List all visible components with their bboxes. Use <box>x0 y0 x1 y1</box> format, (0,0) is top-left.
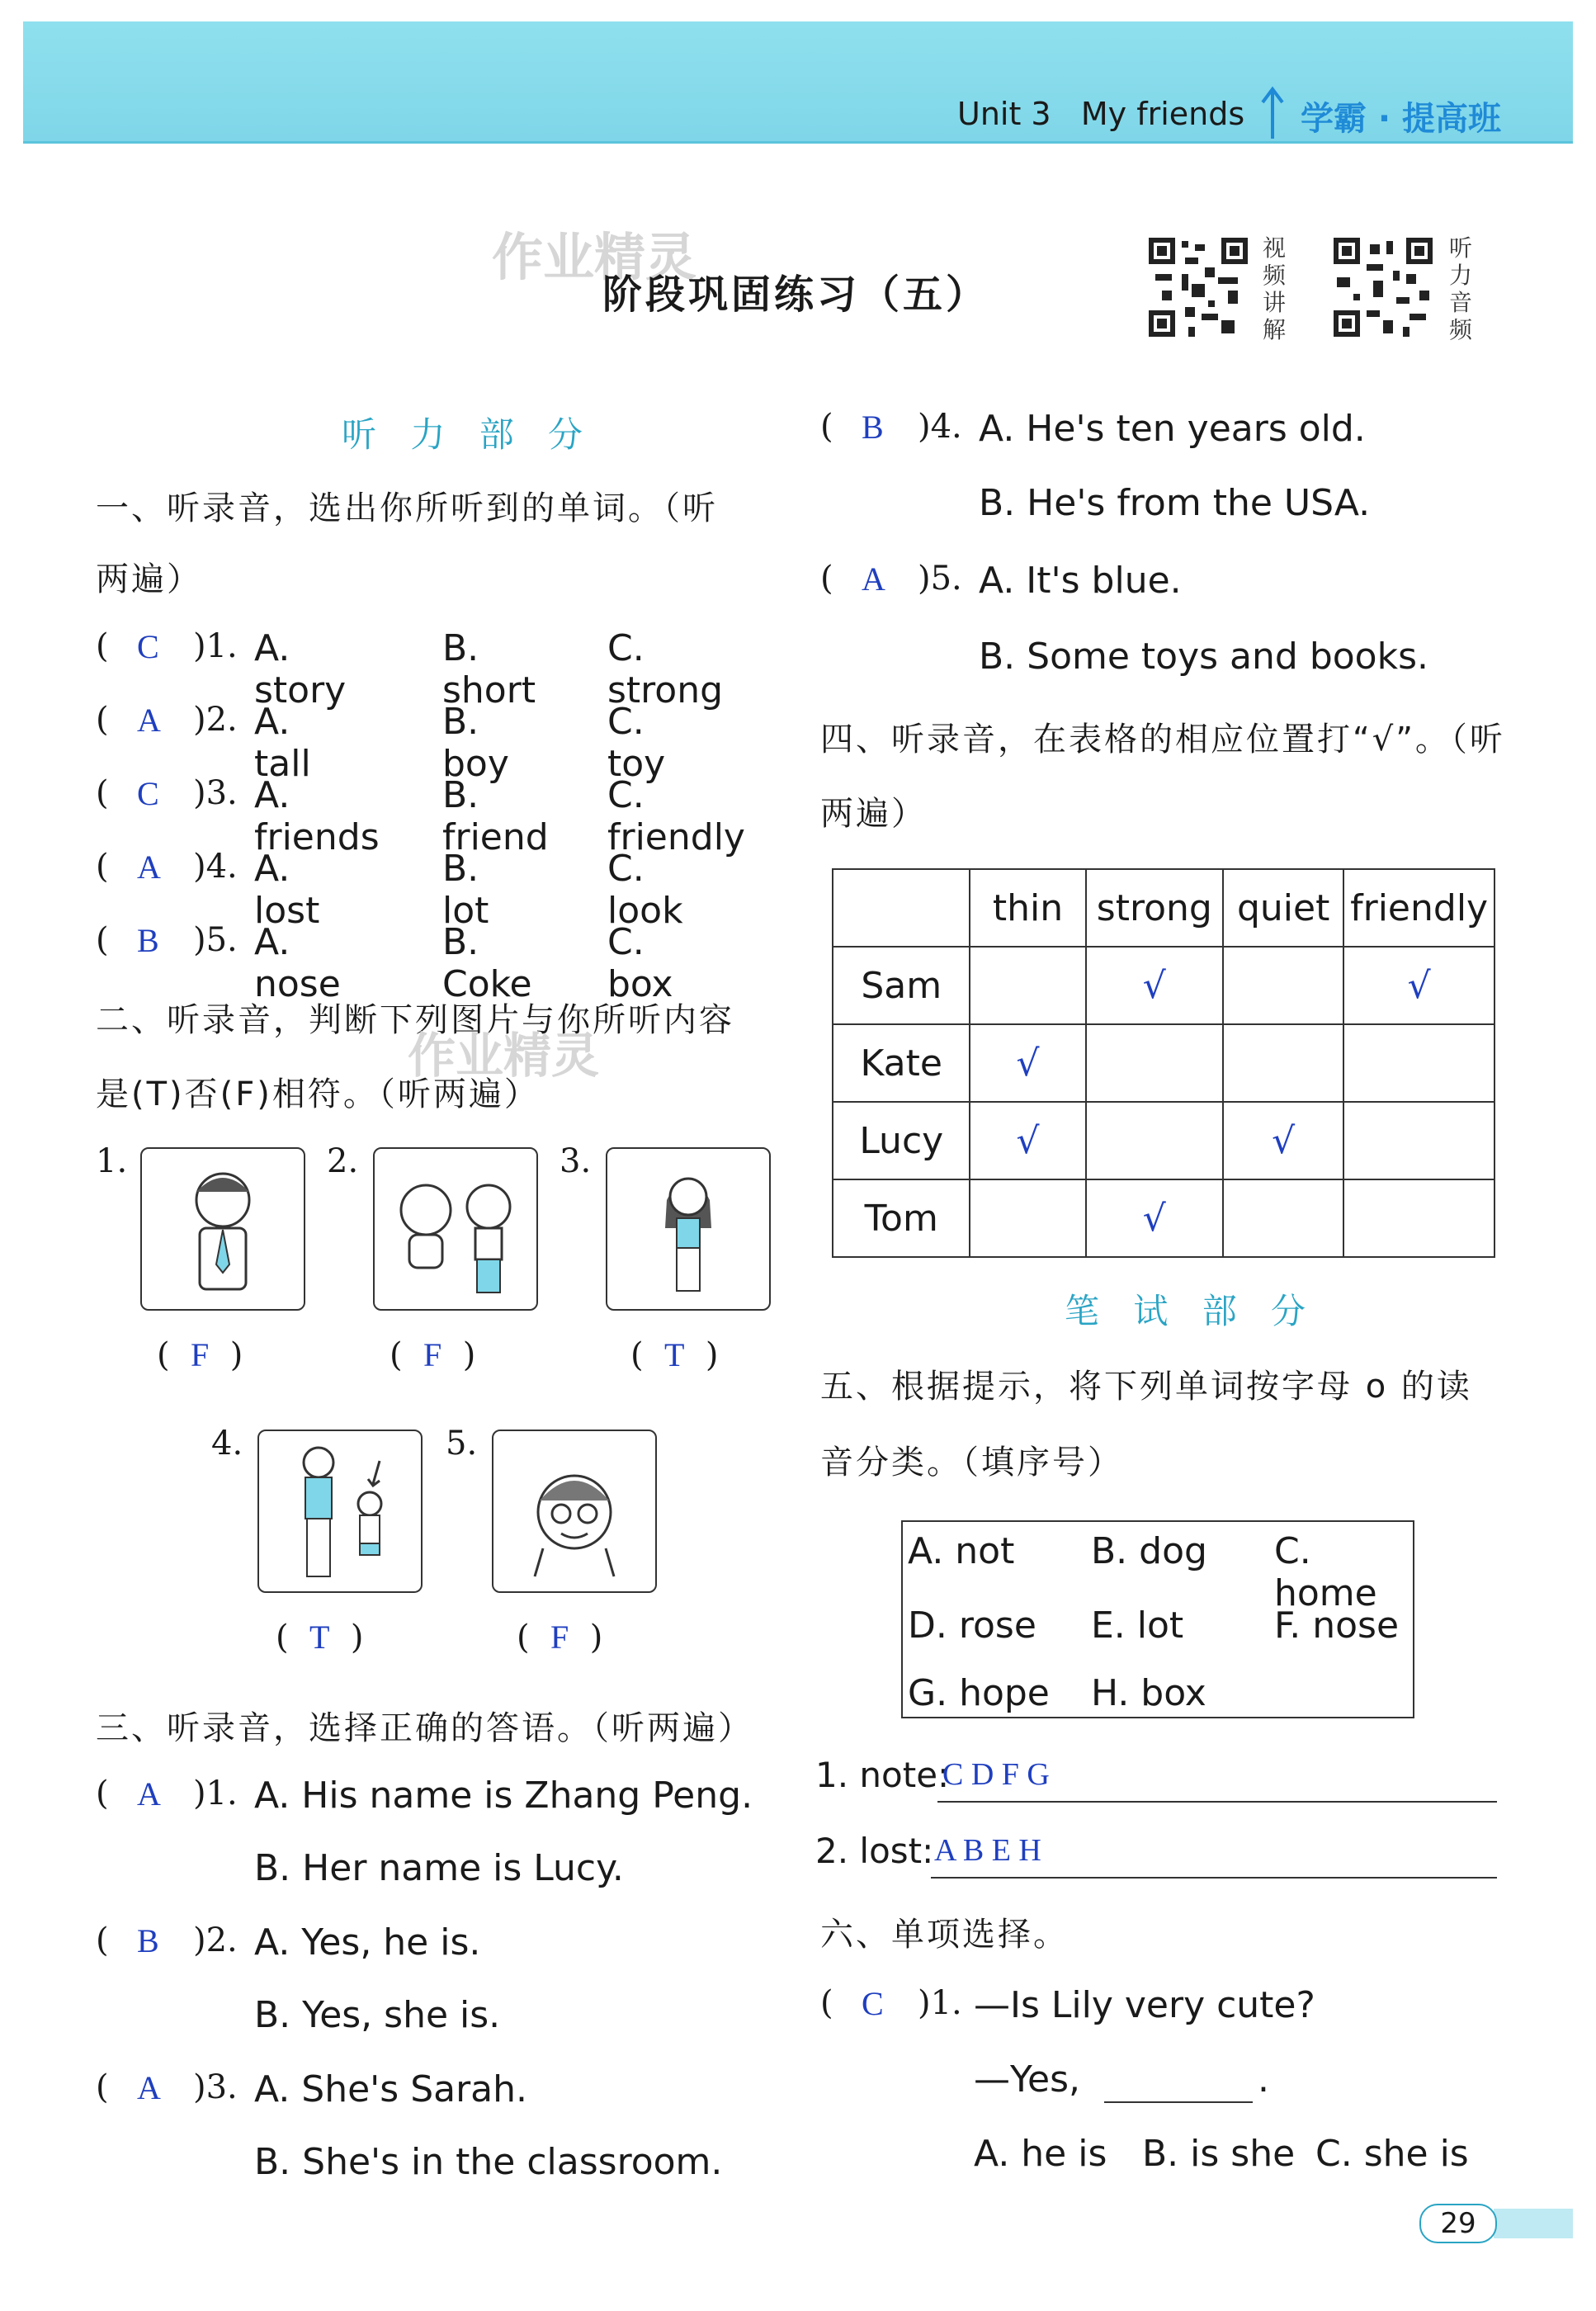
part3-item-3: ( A )3. A. She's Sarah. B. She's in the classroom. <box>96 2068 723 2183</box>
table-header-row: thin strong quiet friendly <box>833 869 1494 947</box>
boy-glasses-illustration-icon <box>493 1431 655 1591</box>
watermark: 作业精灵 <box>492 227 697 287</box>
part3-item-5: ( A )5. A. It's blue. B. Some toys and books. <box>820 560 1428 678</box>
part2-answer-2: ( F ) <box>390 1336 476 1374</box>
answer: A <box>137 848 161 886</box>
picture-boy-glasses <box>492 1430 657 1593</box>
page-number-band <box>1494 2209 1573 2238</box>
answer: C <box>137 628 159 665</box>
part5-heading-cont: 音分类。（填序号） <box>820 1444 1123 1482</box>
qr-audio-label: 听力音频 <box>1449 234 1473 343</box>
answer: A <box>137 702 161 739</box>
answer-line <box>931 1877 1497 1879</box>
qr-code-video[interactable] <box>1145 234 1251 340</box>
answer: B <box>137 1922 159 1959</box>
part3-item-1: ( A )1. A. His name is Zhang Peng. B. Her name is Lucy. <box>96 1775 753 1889</box>
part5-answer-2: A B E H <box>934 1833 1041 1868</box>
part6-item-1: ( C )1. —Is Lily very cute? —Yes, . A. he is B. is she C. she is <box>820 1984 1469 2175</box>
part2-answer-1: ( F ) <box>157 1336 243 1374</box>
part6-heading: 六、单项选择。 <box>820 1916 1069 1954</box>
answer: A <box>862 560 885 598</box>
answer: C <box>137 775 159 812</box>
part1-heading: 一、听录音，选出你所听到的单词。（听 <box>96 489 718 527</box>
answer: C <box>862 1985 884 2022</box>
checklist-table <box>832 868 1495 1258</box>
part2-heading-cont: 是(T)否(F)相符。（听两遍） <box>96 1075 540 1113</box>
part3-heading: 三、听录音，选择正确的答语。（听两遍） <box>96 1709 753 1747</box>
part5-heading: 五、根据提示，将下列单词按字母 o 的读 <box>820 1368 1472 1406</box>
page-number: 29 <box>1419 2204 1497 2243</box>
part2-answer-3: ( T ) <box>630 1336 719 1374</box>
table-row: Sam √ √ <box>833 947 1494 1024</box>
picture-two-kids <box>373 1147 538 1311</box>
table-row: Tom √ <box>833 1179 1494 1257</box>
answer: A <box>137 1775 161 1812</box>
part1-heading-cont: 两遍） <box>96 560 202 598</box>
girl-illustration-icon <box>607 1149 769 1309</box>
table-row: Lucy √ √ <box>833 1102 1494 1179</box>
part2-answer-4: ( T ) <box>276 1619 364 1656</box>
kids-illustration-icon <box>375 1149 536 1309</box>
header-unit: Unit 3 My friends <box>957 96 1245 132</box>
picture-man-boy <box>257 1430 423 1593</box>
writing-section-title: 笔 试 部 分 <box>1065 1291 1318 1331</box>
qr-video-label: 视频讲解 <box>1263 234 1287 343</box>
part5-answer-2-label: 2. lost: <box>815 1831 934 1871</box>
answer-line <box>937 1801 1497 1803</box>
answer: B <box>862 409 884 446</box>
fill-blank-line <box>1104 2101 1253 2103</box>
boy-illustration-icon <box>142 1149 304 1309</box>
qr-code-audio[interactable] <box>1330 234 1436 340</box>
part5-answer-1: C D F G <box>942 1757 1050 1792</box>
part4-heading: 四、听录音，在表格的相应位置打“√”。（听 <box>820 721 1505 759</box>
part4-heading-cont: 两遍） <box>820 795 927 833</box>
picture-girl <box>606 1147 771 1311</box>
table-row: Kate √ <box>833 1024 1494 1102</box>
listening-section-title: 听 力 部 分 <box>342 414 595 455</box>
part2-heading: 二、听录音，判断下列图片与你所听内容 <box>96 1001 734 1039</box>
arrow-icon <box>1258 86 1287 140</box>
part2-answer-5: ( F ) <box>517 1619 603 1656</box>
answer: A <box>137 2069 161 2106</box>
brand-logo: 学霸 · 提高班 <box>1301 100 1502 138</box>
part3-item-2: ( B )2. A. Yes, he is. B. Yes, she is. <box>96 1921 501 2036</box>
answer: B <box>137 922 159 959</box>
part3-item-4: ( B )4. A. He's ten years old. B. He's from the USA. <box>820 408 1371 524</box>
part5-answer-1-label: 1. note: <box>815 1755 950 1795</box>
picture-boy-tie <box>140 1147 305 1311</box>
word-box: A. not B. dog C. home D. rose E. lot F. nose G. hope H. box <box>901 1520 1414 1718</box>
man-boy-illustration-icon <box>259 1431 421 1591</box>
page-title: 阶段巩固练习（五） <box>602 272 989 318</box>
watermark-2: 作业精灵 <box>408 1028 600 1084</box>
